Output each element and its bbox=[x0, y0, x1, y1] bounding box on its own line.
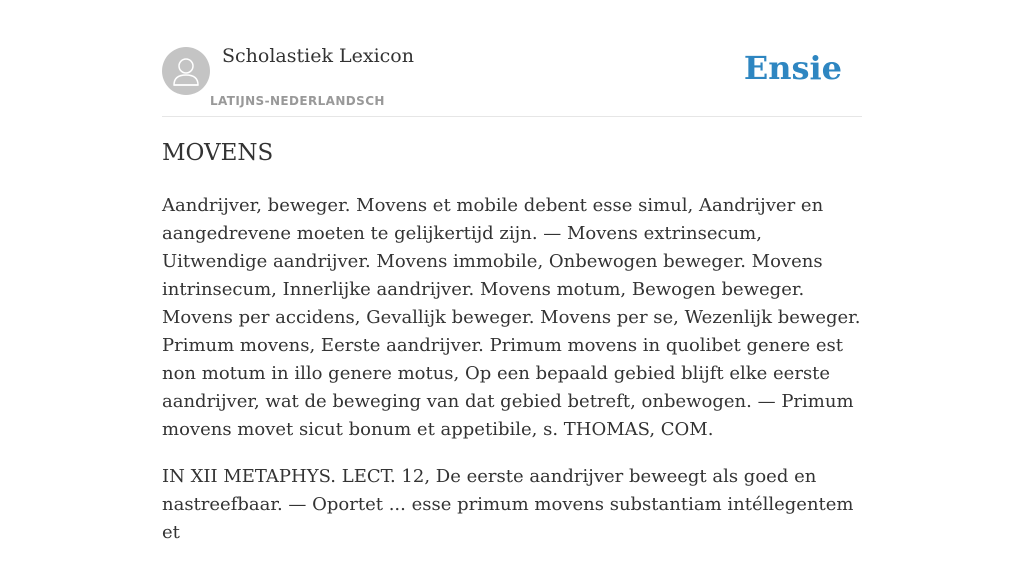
lexicon-title[interactable]: Scholastiek Lexicon bbox=[222, 45, 414, 67]
user-avatar-icon bbox=[162, 47, 210, 95]
header bbox=[162, 0, 862, 117]
entry-body bbox=[162, 192, 862, 566]
page bbox=[162, 0, 862, 543]
entry-paragraph: IN XII METAPHYS. LECT. 12, De eerste aandrijver beweegt als goed en nastreefbaar. — Oportet ... esse primum movens substantiam intéllegentem et bbox=[162, 466, 854, 543]
brand-logo[interactable]: Ensie bbox=[743, 49, 842, 87]
entry-title: MOVENS bbox=[162, 140, 274, 166]
entry-paragraph: Aandrijver, beweger. Movens et mobile debent esse simul, Aandrijver en aangedrevene moeten te gelijkertijd zijn. — Movens extrinsecum, Uitwendige aandrijver. Movens immobile, Onbewogen beweger. Movens intrinsecum, Innerlijke aandrijver. Movens motum, Bewogen beweger. Movens per accidens, Gevallijk beweger. Movens per se, Wezenlijk beweger. Primum movens, Eerste aandrijver. Primum movens in quolibet genere est non motum in illo genere motus, Op een bepaald gebied blijft elke eerste aandrijver, wat de beweging van dat gebied betreft, onbewogen. — Primum movens movet sicut bonum et appetibile, s. THOMAS, COM. bbox=[162, 195, 861, 440]
avatar[interactable] bbox=[162, 47, 210, 95]
lexicon-subtitle: LATIJNS-NEDERLANDSCH bbox=[210, 94, 385, 108]
